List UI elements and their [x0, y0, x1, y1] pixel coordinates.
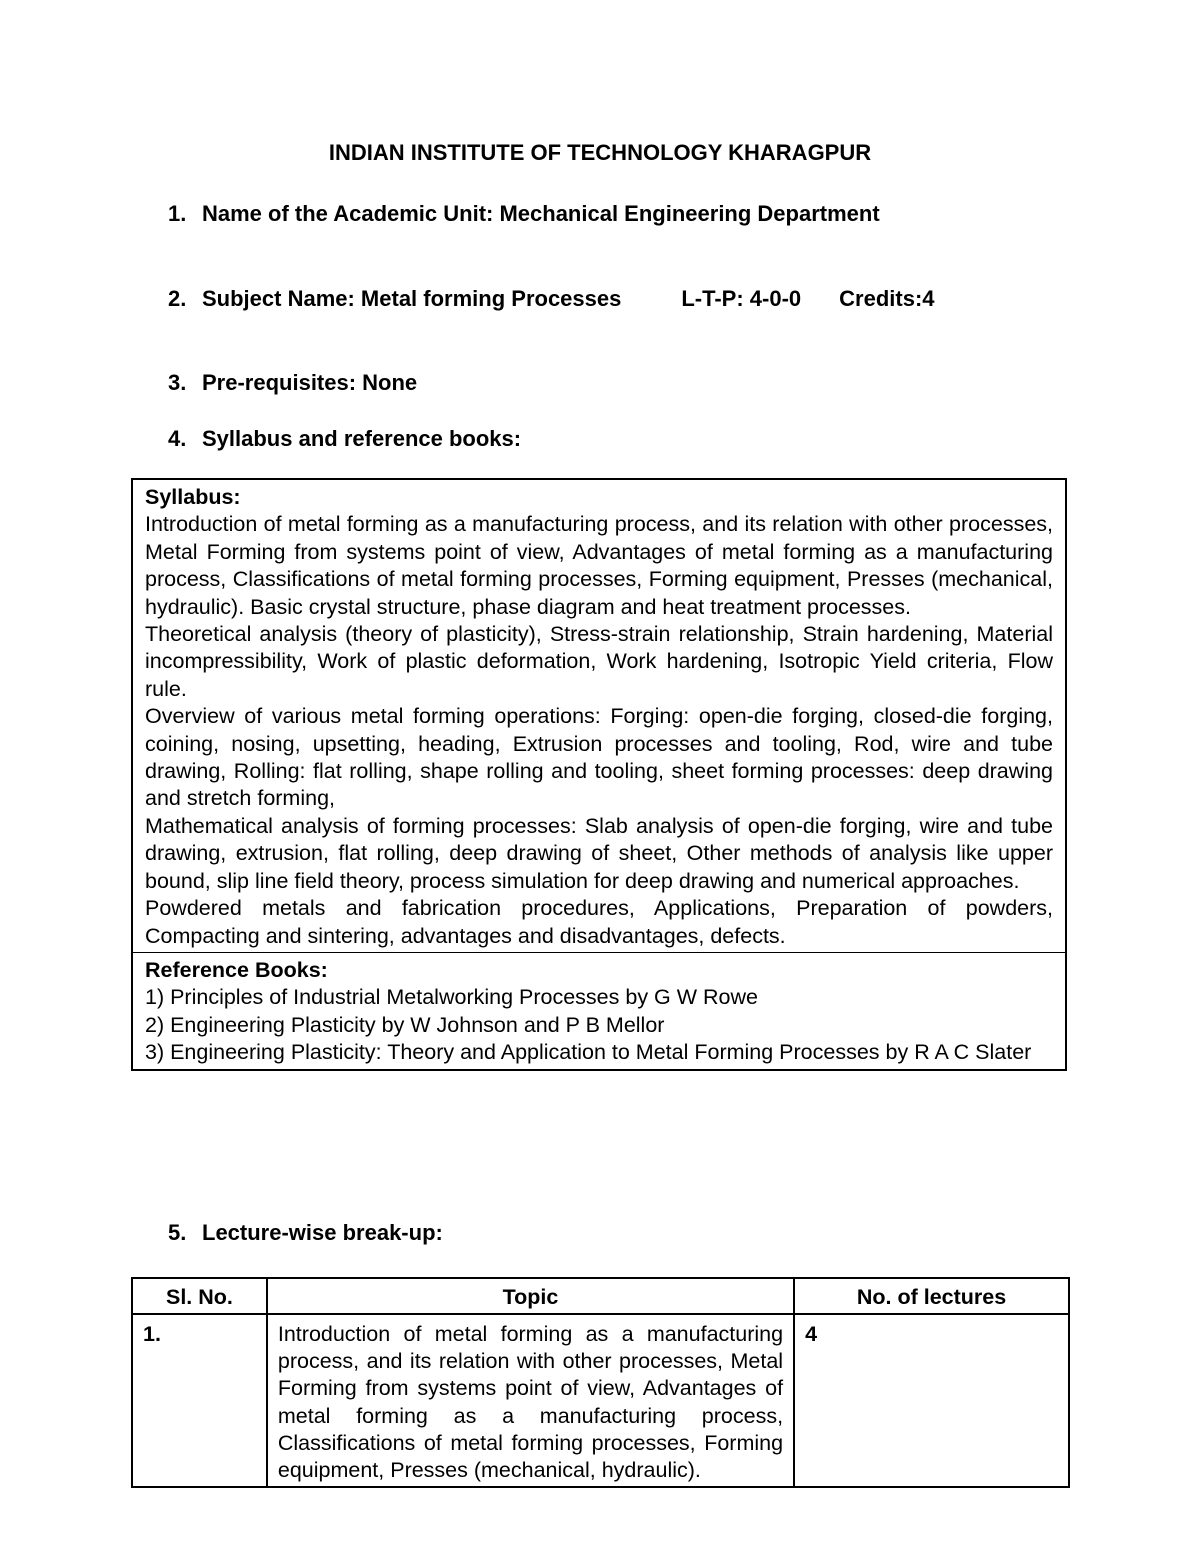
- cell-lectures: 4: [794, 1314, 1069, 1487]
- cell-sl-no: 1.: [132, 1314, 267, 1487]
- syllabus-heading: Syllabus:: [145, 485, 241, 509]
- syllabus-paragraph: Powdered metals and fabrication procedures, Applications, Preparation of powders, Compacting and sintering, advantages and disadvantages, defects.: [145, 896, 1053, 948]
- subject-line: [168, 286, 935, 312]
- item-number: 5.: [168, 1220, 187, 1245]
- table-header-row: [132, 1278, 1069, 1314]
- prerequisites-text: Pre-requisites: None: [202, 370, 418, 395]
- syllabus-line: [168, 426, 521, 452]
- syllabus-section: [133, 480, 1065, 952]
- column-header-sl-no: Sl. No.: [132, 1278, 267, 1314]
- reference-item: 3) Engineering Plasticity: Theory and Application to Metal Forming Processes by R A C Slater: [145, 1040, 1032, 1065]
- lecture-breakup-text: Lecture-wise break-up:: [202, 1220, 443, 1245]
- reference-item: 2) Engineering Plasticity by W Johnson and P B Mellor: [145, 1012, 665, 1037]
- syllabus-paragraph: Mathematical analysis of forming processes: Slab analysis of open-die forging, wire and tube drawing, extrusion, flat rolling, deep drawing of sheet, Other methods of analysis like upper bound, slip line field theory, process simulation for deep drawing and numerical approaches.: [145, 813, 1053, 893]
- academic-unit-line: [168, 201, 880, 227]
- reference-section: [133, 952, 1065, 1069]
- ltp-value: L-T-P: 4-0-0: [681, 286, 802, 311]
- item-number: 2.: [168, 286, 187, 311]
- academic-unit-text: Name of the Academic Unit: Mechanical Engineering Department: [202, 201, 880, 226]
- credits-value: Credits:4: [839, 286, 935, 311]
- lecture-table: [131, 1277, 1070, 1488]
- page-title: INDIAN INSTITUTE OF TECHNOLOGY KHARAGPUR: [328, 140, 872, 165]
- column-header-lectures: No. of lectures: [794, 1278, 1069, 1314]
- reference-heading: Reference Books:: [145, 957, 328, 982]
- item-number: 1.: [168, 201, 187, 226]
- item-number: 3.: [168, 370, 187, 395]
- table-row: [132, 1314, 1069, 1487]
- prerequisites-line: [168, 370, 417, 396]
- cell-topic: Introduction of metal forming as a manufacturing process, and its relation with other processes, Metal Forming from systems point of view, Advantages of metal forming as a manufacturing process, Classifications of metal forming processes, Forming equipment, Presses (mechanical, hydraulic).: [267, 1314, 794, 1487]
- syllabus-paragraph: Theoretical analysis (theory of plasticity), Stress-strain relationship, Strain hardening, Material incompressibility, Work of plastic deformation, Work hardening, Isotropic Yield criteria, Flow rule.: [145, 622, 1053, 701]
- syllabus-line-text: Syllabus and reference books:: [202, 426, 522, 451]
- lecture-breakup-line: [168, 1220, 443, 1246]
- syllabus-paragraph: Introduction of metal forming as a manufacturing process, and its relation with other processes, Metal Forming from systems point of view, Advantages of metal forming as a manufacturing process, Classifications of metal forming processes, Forming equipment, Presses (mechanical, hydraulic). Basic crystal structure, phase diagram and heat treatment processes.: [145, 512, 1053, 619]
- item-number: 4.: [168, 426, 187, 451]
- column-header-topic: Topic: [267, 1278, 794, 1314]
- reference-item: 1) Principles of Industrial Metalworking Processes by G W Rowe: [145, 985, 758, 1010]
- syllabus-paragraph: Overview of various metal forming operations: Forging: open-die forging, closed-die forging, coining, nosing, upsetting, heading, Extrusion processes and tooling, Rod, wire and tube drawing, Rolling: flat rolling, shape rolling and tooling, sheet forming processes: deep drawing and stretch forming,: [145, 704, 1053, 811]
- syllabus-box: [131, 478, 1067, 1071]
- subject-name: Subject Name: Metal forming Processes: [202, 286, 622, 311]
